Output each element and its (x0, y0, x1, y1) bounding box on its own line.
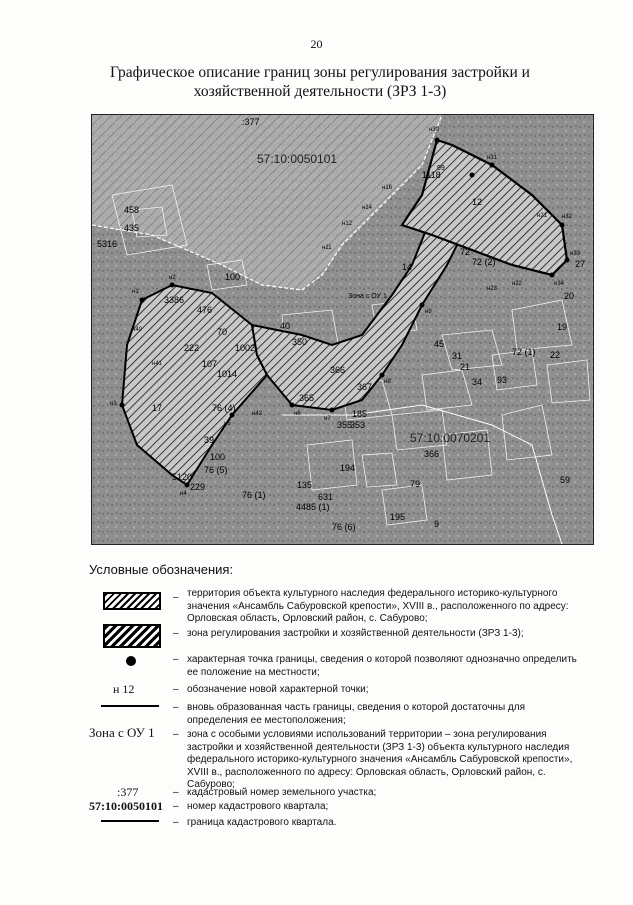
svg-text:н40: н40 (132, 327, 142, 333)
map-svg (92, 115, 593, 544)
parcel-label-40: 40 (280, 321, 291, 331)
parcel-label-353: 353 (350, 420, 366, 430)
legend-text-zone: зона регулирования застройки и хозяйственной деятельности (ЗРЗ 1-3); (187, 628, 524, 639)
svg-text:н42: н42 (252, 411, 262, 417)
title-line-1: Графическое описание границ зоны регулирования застройки и (110, 64, 530, 81)
parcel-label-377: :377 (242, 117, 260, 127)
block-number-south: 57:10:0070201 (410, 431, 491, 445)
parcel-label-631: 631 (318, 492, 334, 502)
parcel-label-70: 70 (217, 327, 228, 337)
svg-text:н7: н7 (324, 416, 331, 422)
parcel-label-222: 222 (184, 343, 200, 353)
legend-symbol-parcel-number: :377 (117, 785, 139, 799)
parcel-label-4485: 4485 (1) (296, 502, 330, 512)
legend-symbol-block-boundary (101, 820, 159, 822)
svg-text:н6: н6 (294, 411, 301, 417)
misc-76-1: 76 (1) (242, 490, 266, 500)
legend-text-block-number: номер кадастрового квартала; (187, 801, 329, 812)
svg-text:н30: н30 (429, 127, 439, 133)
svg-text:н11: н11 (322, 245, 332, 251)
page-number: 20 (310, 37, 323, 51)
parcel-label-107: 107 (202, 359, 218, 369)
parcel-label-1014: 1014 (217, 369, 238, 379)
svg-text:н2: н2 (169, 275, 176, 281)
parcel-label-185: 185 (352, 409, 368, 419)
parcel-label-100b: 100 (210, 452, 226, 462)
svg-text:н5: н5 (224, 421, 231, 427)
legend-text-point-label: обозначение новой характерной точки; (187, 684, 369, 695)
parcel-label-79: 79 (410, 479, 421, 489)
parcel-label-9: 9 (434, 519, 440, 529)
misc-72-1: 72 (1) (512, 347, 536, 357)
parcel-label-22: 22 (550, 350, 561, 360)
parcel-label-365: 365 (299, 393, 315, 403)
svg-text:н12: н12 (342, 221, 352, 227)
parcel-label-5316: 5316 (97, 239, 118, 249)
parcel-label-1002: 1002 (235, 343, 256, 353)
legend-text-boundary: вновь образованная часть границы, сведения о которой достаточны для определения ее местоположения; (187, 702, 526, 726)
legend-symbol-special-zone: Зона с ОУ 1 (89, 725, 155, 740)
zone-label: Зона с ОУ 1 (348, 293, 387, 300)
parcel-label-366b: 366 (424, 449, 440, 459)
parcel-label-31: 31 (452, 351, 463, 361)
parcel-label-19: 19 (557, 322, 568, 332)
legend-item-point: – характерная точка границы, сведения о которой позволяют однозначно определить ее положение на местности; (89, 654, 589, 680)
svg-text:н31: н31 (487, 155, 497, 161)
svg-text:н34: н34 (554, 281, 564, 287)
svg-text:н23: н23 (487, 286, 497, 292)
parcel-label-21: 21 (460, 362, 471, 372)
svg-text:н3: н3 (110, 401, 117, 407)
parcel-label-195: 195 (390, 512, 406, 522)
legend-item-boundary: – вновь образованная часть границы, сведения о которой достаточны для определения ее местоположения; (89, 702, 589, 728)
page-title (100, 63, 540, 101)
parcel-label-229: 229 (190, 482, 206, 492)
parcel-label-59: 59 (560, 475, 571, 485)
parcel-label-476: 476 (197, 305, 213, 315)
legend-symbol-heritage (103, 592, 161, 610)
parcel-label-17: 17 (152, 403, 163, 413)
title-line-2: хозяйственной деятельности (ЗРЗ 1-3) (193, 83, 447, 100)
parcel-label-135: 135 (297, 480, 313, 490)
parcel-label-367: 367 (357, 382, 373, 392)
legend-text-block-boundary: граница кадастрового квартала. (187, 817, 337, 828)
misc-76-5: 76 (5) (204, 465, 228, 475)
parcel-label-355: 355 (337, 420, 353, 430)
legend-item-parcel-number: :377 – кадастровый номер земельного участка; (89, 787, 589, 801)
parcel-label-27: 27 (575, 259, 586, 269)
legend-text-parcel-number: кадастровый номер земельного участка; (187, 787, 377, 798)
parcel-label-34: 34 (472, 377, 483, 387)
parcel-label-3386: 3386 (164, 295, 185, 305)
legend-text-special-zone: зона с особыми условиями использований территории – зона регулирования застройки и хозяйственной деятельности (ЗРЗ 1-3) объекта культурного наследия федерального историко-культурного значения «Ансамбль Сабуровской крепости», XVIII в., расположенного по адресу: Орловская область, Орловский район, с. Сабурово; (187, 729, 573, 790)
svg-text:н8: н8 (384, 379, 391, 385)
svg-text:н14: н14 (362, 205, 372, 211)
misc-72-2: 72 (2) (472, 257, 496, 267)
legend-item-block-boundary: – граница кадастрового квартала. (89, 817, 589, 831)
parcel-label-72: 72 (460, 247, 471, 257)
svg-text:н16: н16 (382, 185, 392, 191)
legend-symbol-point (126, 656, 136, 666)
legend-item-zone: – зона регулирования застройки и хозяйственной деятельности (ЗРЗ 1-3); (89, 628, 589, 650)
svg-text:н4: н4 (180, 491, 187, 497)
block-number-north: 57:10:0050101 (257, 152, 338, 166)
svg-text:н33: н33 (570, 251, 580, 257)
parcel-label-5120: 5120 (172, 472, 193, 482)
svg-text:н32: н32 (562, 214, 572, 220)
parcel-label-20: 20 (564, 291, 575, 301)
parcel-label-366: 366 (330, 365, 346, 375)
misc-99: 99 (437, 165, 445, 172)
parcel-label-458: 458 (124, 205, 140, 215)
misc-76-4: 76 (4) (212, 403, 236, 413)
svg-text:н22: н22 (512, 281, 522, 287)
parcel-label-100: 100 (225, 272, 241, 282)
legend-item-point-label: н 12 – обозначение новой характерной точки; (89, 684, 589, 698)
parcel-label-1118: 1118 (422, 170, 441, 180)
svg-text:н9: н9 (425, 309, 432, 315)
legend-symbol-point-label: н 12 (113, 682, 135, 696)
parcel-label-350: 350 (292, 337, 308, 347)
parcel-label-45: 45 (434, 339, 445, 349)
legend-text-point: характерная точка границы, сведения о которой позволяют однозначно определить ее положение на местности; (187, 654, 577, 678)
legend-symbol-boundary (101, 705, 159, 707)
legend-symbol-zone (103, 624, 161, 648)
legend-heading: Условные обозначения: (89, 562, 234, 577)
misc-76-6: 76 (6) (332, 522, 356, 532)
legend-symbol-block-number: 57:10:0050101 (89, 799, 163, 813)
parcel-label-93: 93 (497, 375, 508, 385)
parcel-label-14: 14 (402, 262, 413, 272)
parcel-label-39: 39 (204, 435, 215, 445)
legend-item-block-number: 57:10:0050101 – номер кадастрового квартала; (89, 801, 589, 815)
svg-text:н1: н1 (132, 289, 139, 295)
legend-text-heritage: территория объекта культурного наследия федерального историко-культурного значения «Ансамбль Сабуровской крепости», XVIII в., расположенного по адресу: Орловская область, Орловский район, с. Сабурово; (187, 588, 569, 624)
svg-text:н21: н21 (537, 213, 547, 219)
parcel-label-435: 435 (124, 223, 140, 233)
svg-text:н41: н41 (152, 361, 162, 367)
parcel-label-12: 12 (472, 197, 483, 207)
legend-item-special-zone: Зона с ОУ 1 – зона с особыми условиями использований территории – зона регулирования застройки и хозяйственной деятельности (ЗРЗ 1-3) объекта культурного наследия федерального историко-культурного значения «Ансамбль Сабуровской крепости», XVIII в., расположенного по адресу: Орловская область, Орловский район, с. Сабурово; (89, 729, 589, 789)
cadastral-map (91, 114, 594, 545)
parcel-label-194: 194 (340, 463, 356, 473)
legend-item-heritage: – территория объекта культурного наследия федерального историко-культурного значения «Ансамбль Сабуровской крепости», XVIII в., расположенного по адресу: Орловская область, Орловский район, с. Сабурово; (89, 588, 589, 628)
